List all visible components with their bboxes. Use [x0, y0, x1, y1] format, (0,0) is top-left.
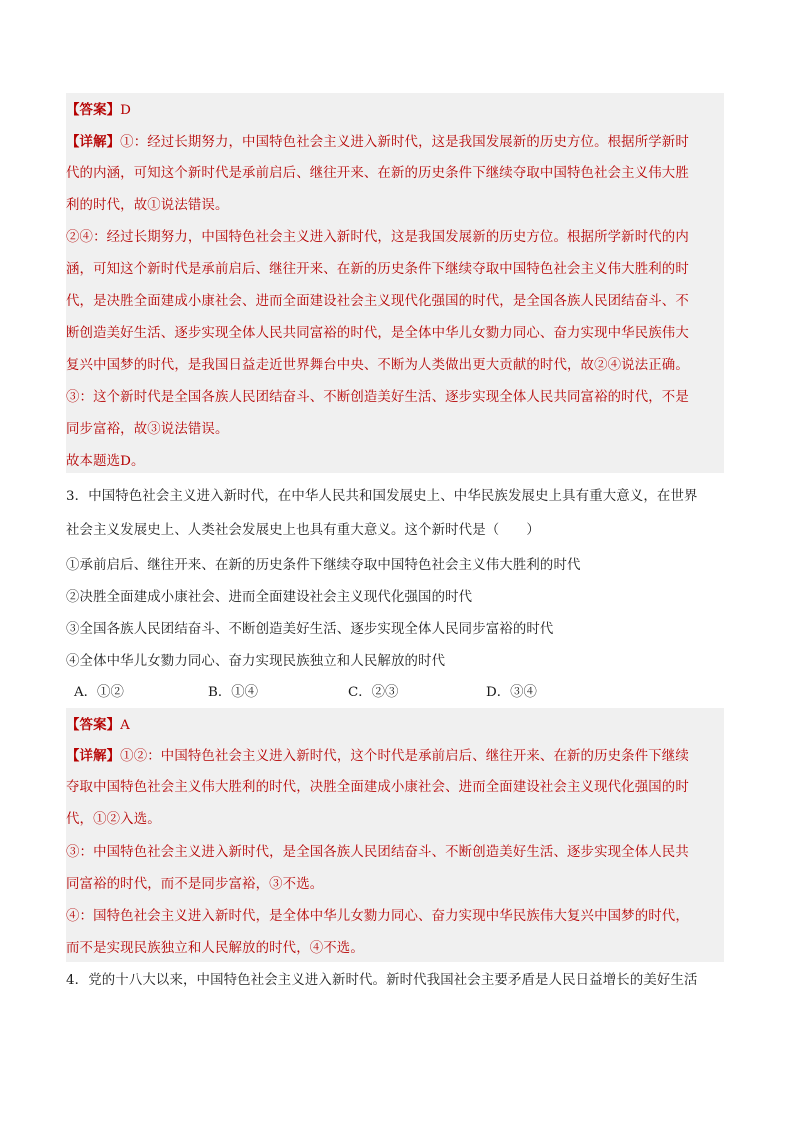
detail-line: [66, 746, 724, 767]
detail-line: 夺取中国特色社会主义伟大胜利的时代，决胜全面建成小康社会、进而全面建设社会主义现代化强国的时: [66, 780, 689, 795]
detail-tag: 【详解】: [66, 134, 121, 150]
detail-line: ④：国特色社会主义进入新时代，是全体中华儿女勠力同心、奋力实现中华民族伟大复兴中国梦的时代，: [66, 909, 689, 924]
detail-line: 涵，可知这个新时代是承前启后、继往开来、在新的历史条件下继续夺取中国特色社会主义伟大胜利的时: [66, 262, 689, 277]
detail-text: ①：经过长期努力，中国特色社会主义进入新时代，这是我国发展新的历史方位。根据所学新时: [120, 135, 689, 150]
answer-value: A: [120, 718, 130, 733]
option-a: A．①②: [74, 685, 124, 700]
option-d: D．③④: [486, 685, 537, 700]
detail-line: 代，①②入选。: [66, 812, 161, 827]
question-item: ②决胜全面建成小康社会、进而全面建设社会主义现代化强国的时代: [66, 590, 473, 605]
answer-tag: 【答案】: [66, 102, 121, 118]
detail-line: 代，是决胜全面建成小康社会、进而全面建设社会主义现代化强国的时代，是全国各族人民团结奋斗、不: [66, 294, 689, 309]
detail-line: 同步富裕，故③说法错误。: [66, 422, 229, 437]
detail-line: ③：这个新时代是全国各族人民团结奋斗、不断创造美好生活、逐步实现全体人民共同富裕的时代，不是: [66, 390, 689, 405]
answer-line-q2: [66, 100, 724, 121]
option-c: C．②③: [348, 685, 399, 700]
option-b: B．①④: [208, 685, 259, 700]
detail-line: 代的内涵，可知这个新时代是承前启后、继往开来、在新的历史条件下继续夺取中国特色社会主义伟大胜: [66, 166, 689, 181]
detail-line: ③：中国特色社会主义进入新时代，是全国各族人民团结奋斗、不断创造美好生活、逐步实现全体人民共: [66, 845, 689, 860]
answer-line-q3: [66, 715, 724, 736]
answer-tag: 【答案】: [66, 717, 121, 733]
detail-line: 利的时代，故①说法错误。: [66, 198, 229, 213]
question-stem: 4．党的十八大以来，中国特色社会主义进入新时代。新时代我国社会主要矛盾是人民日益增长的美好生活: [66, 973, 698, 988]
detail-line: 复兴中国梦的时代，是我国日益走近世界舞台中央、不断为人类做出更大贡献的时代，故②④说法正确。: [66, 358, 689, 373]
detail-line: 断创造美好生活、逐步实现全体人民共同富裕的时代，是全体中华儿女勠力同心、奋力实现中华民族伟大: [66, 326, 689, 341]
detail-line: ②④：经过长期努力，中国特色社会主义进入新时代，这是我国发展新的历史方位。根据所学新时代的内: [66, 230, 689, 245]
detail-line: 而不是实现民族独立和人民解放的时代，④不选。: [66, 941, 364, 956]
question-item: ④全体中华儿女勠力同心、奋力实现民族独立和人民解放的时代: [66, 654, 446, 669]
question-item: ①承前启后、继往开来、在新的历史条件下继续夺取中国特色社会主义伟大胜利的时代: [66, 558, 581, 573]
question-stem: 3．中国特色社会主义进入新时代，在中华人民共和国发展史上、中华民族发展史上具有重大意义，在世界: [66, 489, 698, 504]
detail-line: [66, 132, 724, 153]
question-item: ③全国各族人民团结奋斗、不断创造美好生活、逐步实现全体人民同步富裕的时代: [66, 622, 554, 637]
answer-value: D: [120, 103, 132, 118]
detail-line: 故本题选D。: [66, 454, 145, 469]
detail-text: ①②：中国特色社会主义进入新时代，这个时代是承前启后、继往开来、在新的历史条件下继续: [120, 749, 689, 764]
detail-tag: 【详解】: [66, 748, 121, 764]
question-stem: 社会主义发展史上、人类社会发展史上也具有重大意义。这个新时代是（ ）: [66, 523, 540, 538]
detail-line: 同富裕的时代，而不是同步富裕，③不选。: [66, 877, 324, 892]
